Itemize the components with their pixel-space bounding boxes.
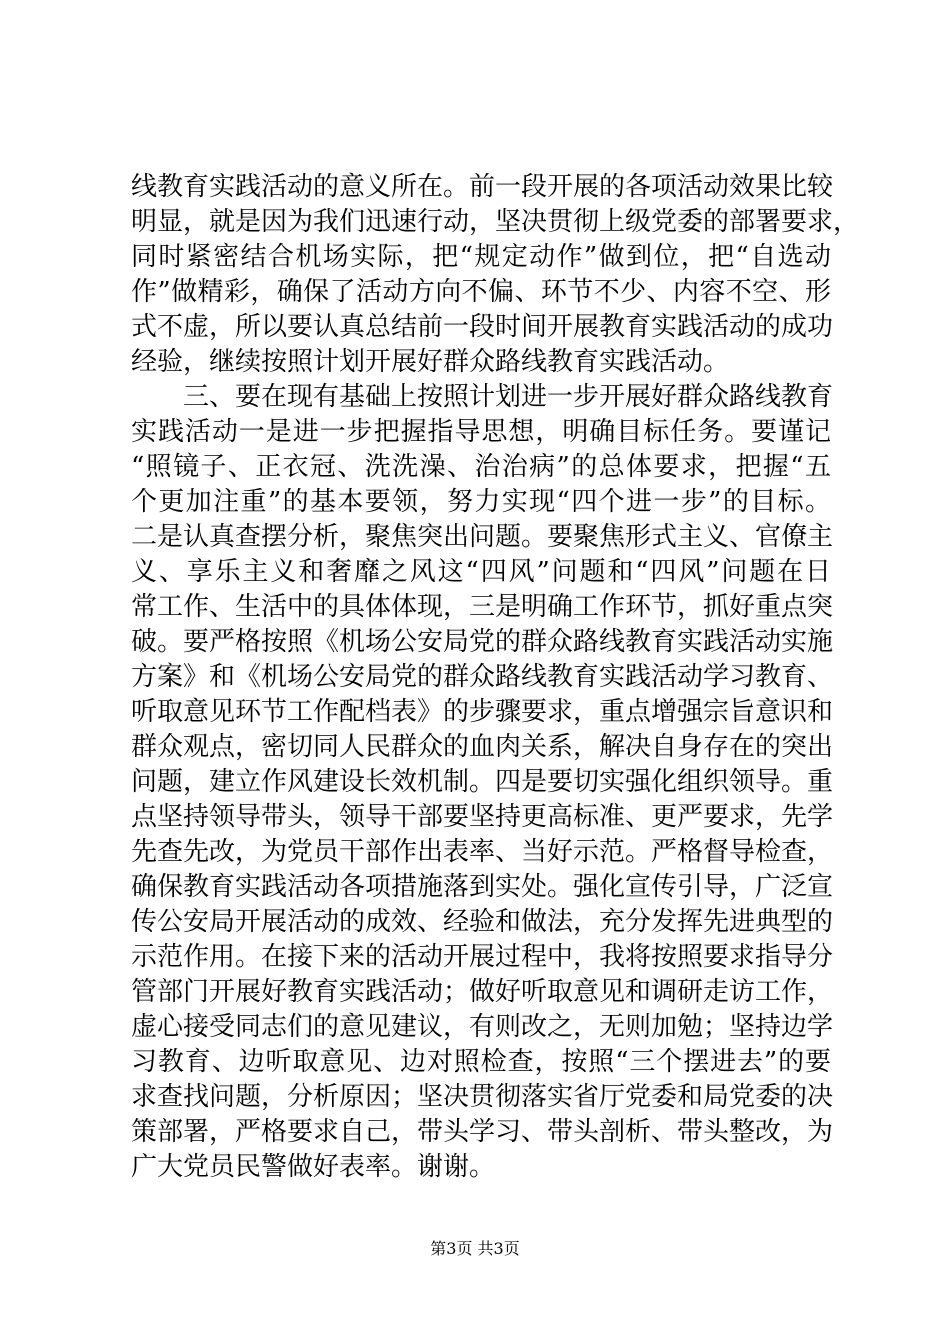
text-line: 线教育实践活动的意义所在。前一段开展的各项活动效果比较	[131, 172, 834, 202]
text-line: 群众观点，密切同人民群众的血肉关系，解决自身存在的突出	[131, 732, 834, 762]
text-line: 常工作、生活中的具体体现，三是明确工作环节，抓好重点突	[131, 592, 834, 622]
text-line: 同时紧密结合机场实际，把“规定动作”做到位，把“自选动	[131, 242, 831, 272]
text-line: 策部署，严格要求自己，带头学习、带头剖析、带头整改，为	[131, 1117, 834, 1147]
text-line: 三、要在现有基础上按照计划进一步开展好群众路线教育	[131, 382, 834, 412]
text-line: 确保教育实践活动各项措施落到实处。强化宣传引导，广泛宣	[131, 872, 834, 902]
text-line: 明显，就是因为我们迅速行动，坚决贯彻上级党委的部署要求，	[131, 207, 860, 237]
text-line: 传公安局开展活动的成效、经验和做法，充分发挥先进典型的	[131, 907, 834, 937]
text-line: 经验，继续按照计划开展好群众路线教育实践活动。	[131, 347, 730, 377]
text-line: 管部门开展好教育实践活动；做好听取意见和调研走访工作，	[131, 977, 834, 1007]
text-line: 作”做精彩，确保了活动方向不偏、环节不少、内容不空、形	[131, 277, 831, 307]
text-line: 虚心接受同志们的意见建议，有则改之，无则加勉；坚持边学	[131, 1012, 834, 1042]
text-line: “照镜子、正衣冠、洗洗澡、治治病”的总体要求，把握“五	[131, 452, 831, 482]
page-footer: 第3页 共3页	[430, 1239, 520, 1258]
text-line: 方案》和《机场公安局党的群众路线教育实践活动学习教育、	[131, 662, 834, 692]
text-line: 求查找问题，分析原因；坚决贯彻落实省厅党委和局党委的决	[131, 1082, 834, 1112]
text-line: 听取意见环节工作配档表》的步骤要求，重点增强宗旨意识和	[131, 697, 834, 727]
text-line: 破。要严格按照《机场公安局党的群众路线教育实践活动实施	[131, 627, 834, 657]
text-line: 二是认真查摆分析，聚焦突出问题。要聚焦形式主义、官僚主	[131, 522, 834, 552]
text-line: 习教育、边听取意见、边对照检查，按照“三个摆进去”的要	[131, 1047, 831, 1077]
text-line: 式不虚，所以要认真总结前一段时间开展教育实践活动的成功	[131, 312, 834, 342]
text-line: 示范作用。在接下来的活动开展过程中，我将按照要求指导分	[131, 942, 834, 972]
body-text	[131, 170, 860, 1185]
text-line: 广大党员民警做好表率。谢谢。	[131, 1152, 496, 1182]
text-line: 点坚持领导带头，领导干部要坚持更高标准、更严要求，先学	[131, 802, 834, 832]
text-line: 先查先改，为党员干部作出表率、当好示范。严格督导检查，	[131, 837, 834, 867]
text-line: 问题，建立作风建设长效机制。四是要切实强化组织领导。重	[131, 767, 834, 797]
text-line: 义、享乐主义和奢靡之风这“四风”问题和“四风”问题在日	[131, 557, 831, 587]
text-line: 实践活动一是进一步把握指导思想，明确目标任务。要谨记	[131, 417, 831, 447]
text-line: 个更加注重”的基本要领，努力实现“四个进一步”的目标。	[131, 487, 831, 517]
